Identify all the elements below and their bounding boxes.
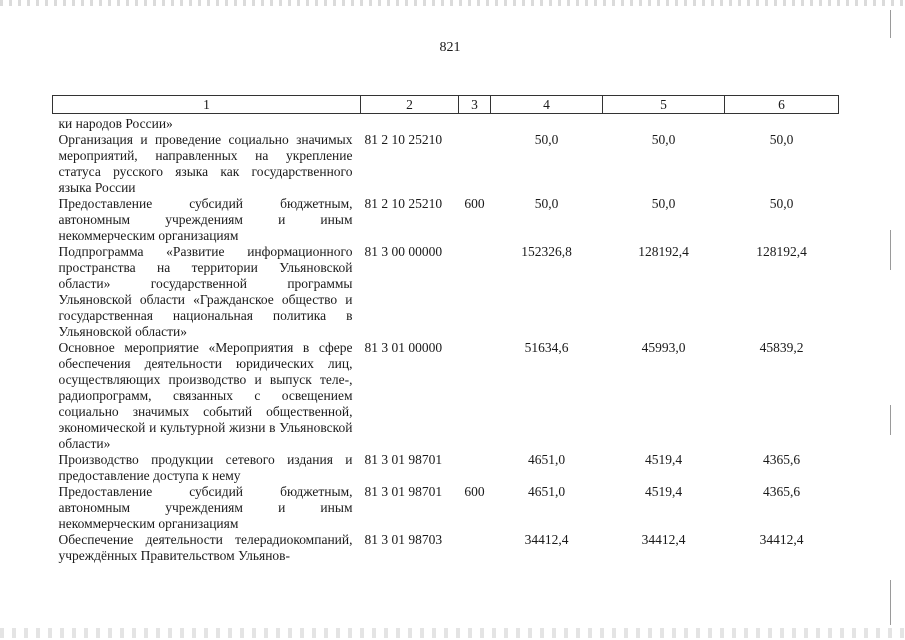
- row-value-4: 4651,0: [527, 452, 566, 467]
- row-value-5: 50,0: [651, 196, 676, 211]
- row-value-6: 128192,4: [756, 244, 807, 259]
- row-expense-type: 600: [464, 196, 485, 211]
- row-code: 81 3 01 98701: [364, 484, 443, 499]
- scan-artifact-bottom: [0, 628, 905, 638]
- row-expense-type: [459, 340, 491, 452]
- row-value-4: 50,0: [534, 196, 559, 211]
- row-code: 81 2 10 25210: [364, 132, 443, 147]
- row-name: Производство продукции сетевого издания и предоставление доступа к нему: [58, 452, 353, 483]
- row-expense-type: [459, 452, 491, 484]
- row-value-5: 4519,4: [644, 452, 683, 467]
- row-value-5: [603, 114, 725, 133]
- column-header: 5: [603, 96, 725, 114]
- row-code: 81 2 10 25210: [364, 196, 443, 211]
- row-expense-type: [459, 132, 491, 196]
- row-value-6: 50,0: [769, 196, 794, 211]
- row-expense-type: [459, 114, 491, 133]
- table-row: [53, 196, 839, 244]
- scan-edge-mark: [890, 230, 891, 270]
- row-code: [361, 114, 459, 133]
- row-value-6: 34412,4: [759, 532, 804, 547]
- row-value-6: 4365,6: [762, 484, 801, 499]
- row-code: 81 3 01 00000: [364, 340, 443, 355]
- row-code: 81 3 01 98703: [364, 532, 443, 547]
- row-expense-type: 600: [464, 484, 485, 499]
- row-value-4: 4651,0: [527, 484, 566, 499]
- row-value-4: 34412,4: [524, 532, 569, 547]
- table-row: [53, 532, 839, 564]
- column-header: 3: [459, 96, 491, 114]
- row-name: Предоставление субсидий бюджетным, автономным учреждениям и иным некоммерческим организациям: [58, 484, 353, 531]
- row-code: 81 3 00 00000: [364, 244, 443, 259]
- row-expense-type: [459, 244, 491, 340]
- table-row: [53, 244, 839, 340]
- scan-artifact-top: [0, 0, 905, 6]
- scan-edge-mark: [890, 10, 891, 38]
- row-value-5: 34412,4: [641, 532, 686, 547]
- page-number: 821: [439, 40, 461, 55]
- row-value-6: 4365,6: [762, 452, 801, 467]
- row-value-5: 50,0: [651, 132, 676, 147]
- row-name: Организация и проведение социально значимых мероприятий, направленных на укрепление статуса русского языка как государственного языка России: [58, 132, 353, 195]
- scan-edge-mark: [890, 405, 891, 435]
- row-value-5: 45993,0: [641, 340, 686, 355]
- row-value-6: 45839,2: [759, 340, 804, 355]
- budget-table: [52, 95, 839, 564]
- table-row: [53, 114, 839, 133]
- table-row: [53, 340, 839, 452]
- row-value-5: 4519,4: [644, 484, 683, 499]
- row-value-4: [491, 114, 603, 133]
- column-header: 2: [361, 96, 459, 114]
- row-name: Подпрограмма «Развитие информационного пространства на территории Ульяновской области» государственной программы Ульяновской области «Гражданское общество и государственная национальная политика в Ульяновской области»: [58, 244, 353, 339]
- row-value-6: [725, 114, 839, 133]
- row-name: Предоставление субсидий бюджетным, автономным учреждениям и иным некоммерческим организациям: [58, 196, 353, 243]
- column-header: 6: [725, 96, 839, 114]
- row-value-6: 50,0: [769, 132, 794, 147]
- row-name: Основное мероприятие «Мероприятия в сфере обеспечения деятельности юридических лиц, осуществляющих производство и выпуск теле-, радиопрограмм, связанных с освещением социально значимых событий общественной, экономической и культурной жизни в Ульяновской области»: [58, 340, 353, 451]
- column-header: 4: [491, 96, 603, 114]
- column-header: 1: [53, 96, 361, 114]
- row-name: Обеспечение деятельности телерадиокомпаний, учреждённых Правительством Ульянов-: [58, 532, 353, 563]
- row-code: 81 3 01 98701: [364, 452, 443, 467]
- table-header-row: [53, 96, 839, 114]
- row-value-4: 50,0: [534, 132, 559, 147]
- row-value-5: 128192,4: [638, 244, 689, 259]
- scan-edge-mark: [890, 580, 891, 625]
- row-value-4: 51634,6: [524, 340, 569, 355]
- row-value-4: 152326,8: [521, 244, 572, 259]
- table-row: [53, 484, 839, 532]
- row-expense-type: [459, 532, 491, 564]
- table-row: [53, 132, 839, 196]
- table-row: [53, 452, 839, 484]
- row-name: ки народов России»: [58, 116, 173, 131]
